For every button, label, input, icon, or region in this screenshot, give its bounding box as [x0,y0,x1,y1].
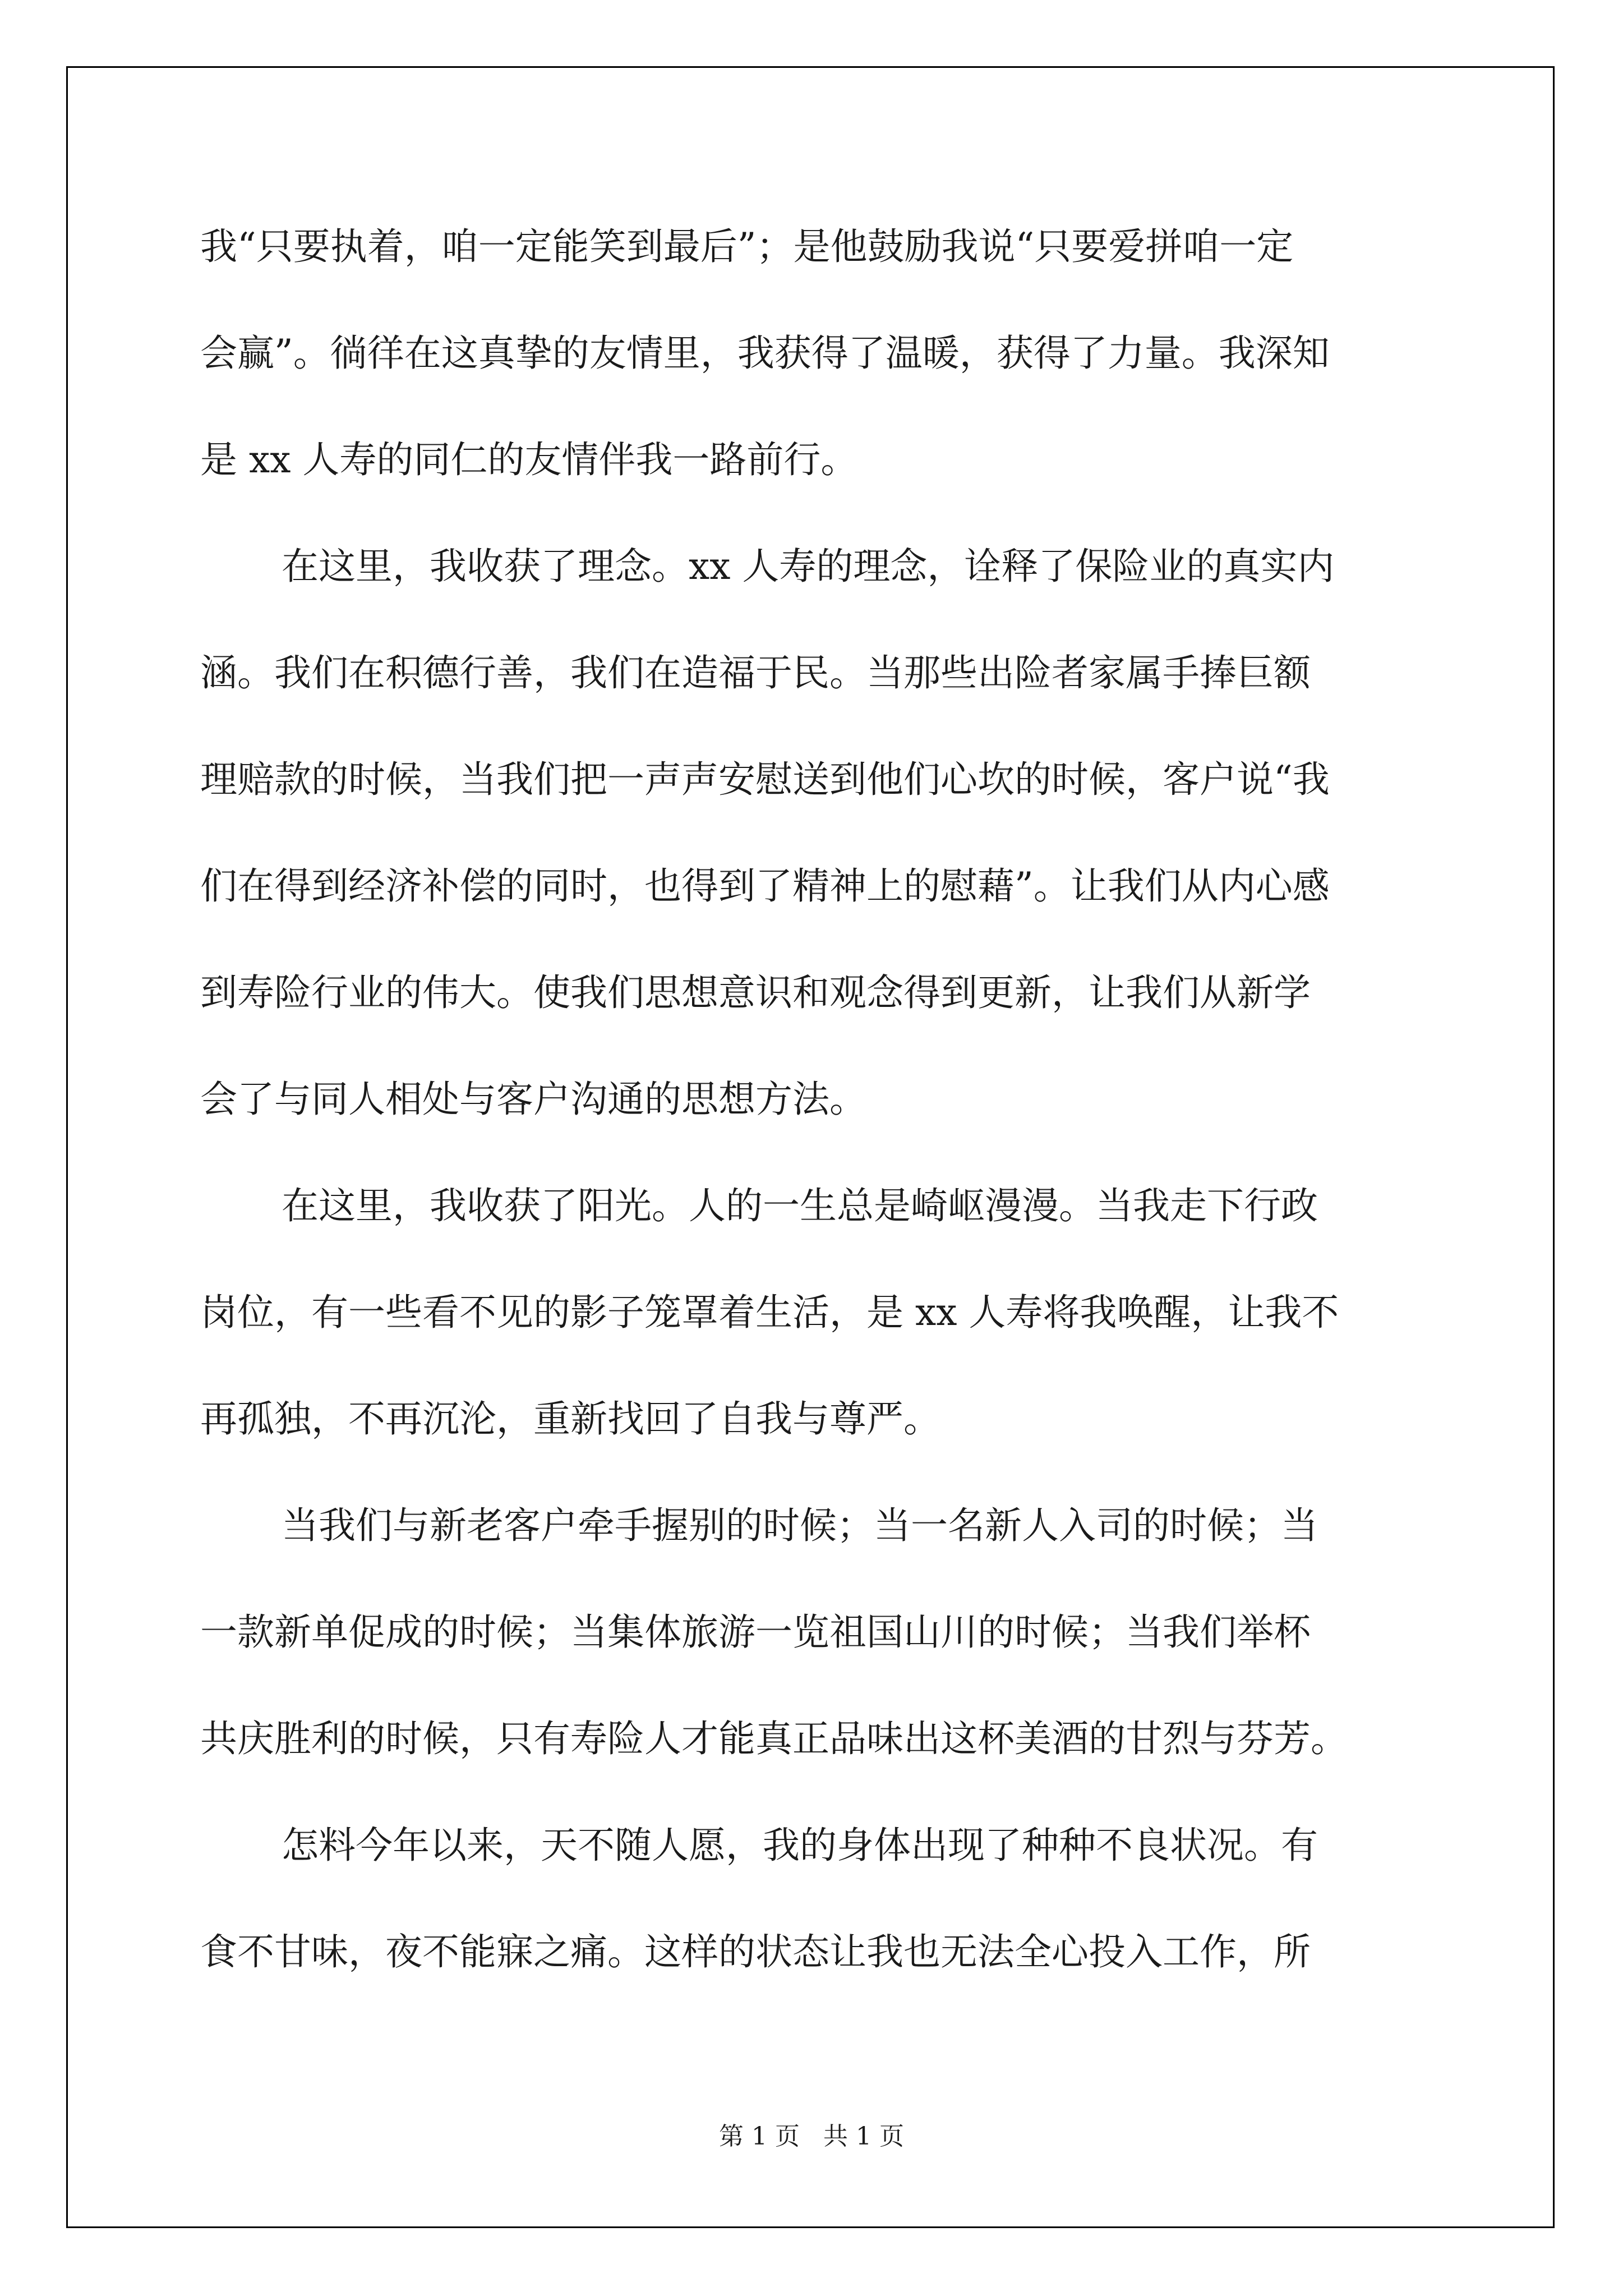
text-line: 理赔款的时候，当我们把一声声安慰送到他们心坎的时候，客户说“我 [200,758,1330,801]
paragraph-first-line: 在这里，我收获了阳光。人的一生总是崎岖漫漫。当我走下行政 [282,1184,1318,1227]
text-line: 会了与同人相处与客户沟通的思想方法。 [200,1078,866,1121]
text-line: 岗位，有一些看不见的影子笼罩着生活，是 xx 人寿将我唤醒，让我不 [200,1291,1339,1334]
text-line: 一款新单促成的时候；当集体旅游一览祖国山川的时候；当我们举杯 [200,1611,1311,1654]
paragraph-first-line: 怎料今年以来，天不随人愿，我的身体出现了种种不良状况。有 [282,1824,1318,1867]
text-line: 食不甘味，夜不能寐之痛。这样的状态让我也无法全心投入工作，所 [200,1930,1311,1973]
text-line: 们在得到经济补偿的同时，也得到了精神上的慰藉”。让我们从内心感 [200,864,1330,908]
page-number-footer: 第 1 页 共 1 页 [719,2122,904,2151]
text-line: 我“只要执着，咱一定能笑到最后”；是他鼓励我说“只要爱拼咱一定 [200,225,1294,268]
text-line: 共庆胜利的时候，只有寿险人才能真正品味出这杯美酒的甘烈与芬芳。 [200,1717,1348,1760]
text-line: 是 xx 人寿的同仁的友情伴我一路前行。 [200,438,858,481]
paragraph-first-line: 当我们与新老客户牵手握别的时候；当一名新人入司的时候；当 [282,1504,1318,1547]
text-line: 到寿险行业的伟大。使我们思想意识和观念得到更新，让我们从新学 [200,971,1311,1014]
document-body [200,213,1434,2025]
text-line: 会赢”。徜徉在这真挚的友情里，我获得了温暖，获得了力量。我深知 [200,332,1330,375]
paragraph-first-line: 在这里，我收获了理念。xx 人寿的理念，诠释了保险业的真实内 [282,545,1335,588]
text-line: 再孤独，不再沉沦，重新找回了自我与尊严。 [200,1397,940,1441]
text-line: 涵。我们在积德行善，我们在造福于民。当那些出险者家属手捧巨额 [200,651,1311,694]
